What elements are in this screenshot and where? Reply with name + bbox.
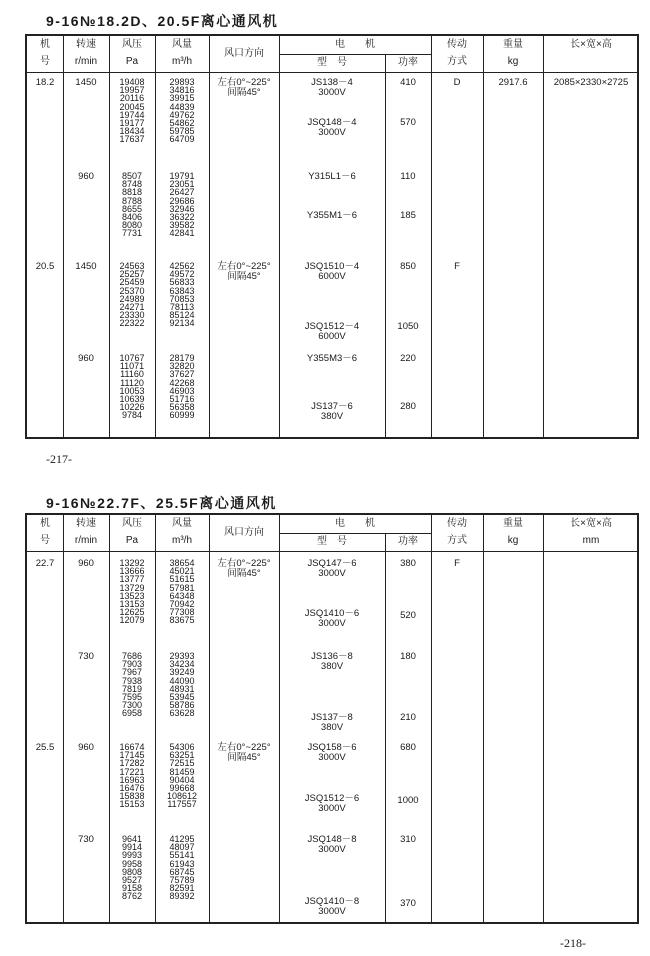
- motor-power: 1050: [397, 321, 419, 332]
- fan-spec-table-1: [25, 34, 639, 439]
- motor-model: JSQ148－8 3000V: [307, 834, 357, 855]
- hdr-weight: 重量: [503, 39, 523, 50]
- motor-power: 1000: [397, 795, 419, 806]
- table2-title: 9-16№22.7F、25.5F离心通风机: [46, 495, 277, 511]
- motor-power: 520: [400, 610, 416, 621]
- hdr-drive: 传动: [447, 518, 467, 529]
- weight-value: 2917.6: [498, 77, 528, 88]
- pressure-values: 7686 7903 7967 7938 7819 7595 7300 6958: [121, 651, 143, 719]
- hdr-motor: 电 机: [335, 518, 375, 529]
- hdr-direction: 风口方向: [224, 48, 264, 59]
- hdr-motor-model: 型 号: [317, 57, 347, 68]
- pressure-values: 19408 19957 20116 20045 19744 19177 18434 17637: [119, 77, 145, 145]
- flow-values: 41295 48097 55141 61943 68745 75789 82591 89392: [169, 834, 195, 902]
- page-number-217: -217-: [46, 452, 72, 466]
- hdr-speed-unit: r/min: [74, 535, 98, 546]
- outlet-direction: 左右0°~225° 间隔45°: [217, 77, 271, 98]
- motor-model: JSQ158－6 3000V: [307, 742, 357, 763]
- motor-model: JS137－8 380V: [311, 712, 353, 733]
- motor-model: JSQ1410－6 3000V: [304, 608, 360, 629]
- hdr-flow: 风量: [172, 518, 192, 529]
- hdr-machine-unit: 号: [40, 535, 50, 546]
- pressure-values: 16674 17145 17282 17221 16963 16476 15838 15153: [119, 742, 145, 810]
- hdr-pressure: 风压: [122, 39, 142, 50]
- hdr-drive-b: 方式: [447, 56, 467, 67]
- motor-power: 370: [400, 898, 416, 909]
- motor-model: JSQ1510－4 6000V: [304, 261, 360, 282]
- flow-values: 29393 34234 39249 44090 48931 53945 58786 63628: [169, 651, 195, 719]
- motor-model: Y355M1－6: [306, 210, 358, 221]
- motor-model: JSQ148－4 3000V: [307, 117, 357, 138]
- motor-power: 570: [400, 117, 416, 128]
- hdr-pressure-unit: Pa: [125, 56, 139, 67]
- machine-number: 22.7: [35, 558, 55, 569]
- drive-type: F: [454, 558, 460, 569]
- hdr-pressure: 风压: [122, 518, 142, 529]
- speed-value: 730: [78, 834, 94, 845]
- pressure-values: 8507 8748 8818 8788 8655 8406 8080 7731: [121, 171, 143, 239]
- motor-model: JS138－4 3000V: [311, 77, 353, 98]
- pressure-values: 24563 25257 25459 25370 24989 24271 23330 22322: [119, 261, 145, 329]
- outlet-direction: 左右0°~225° 间隔45°: [217, 742, 271, 763]
- flow-values: 38654 45021 51615 57981 64348 70942 77308 83675: [169, 558, 195, 626]
- motor-power: 380: [400, 558, 416, 569]
- motor-power: 180: [400, 651, 416, 662]
- hdr-machine-unit: 号: [40, 56, 50, 67]
- hdr-drive-b: 方式: [447, 535, 467, 546]
- motor-power: 210: [400, 712, 416, 723]
- table1-header: [27, 36, 637, 73]
- hdr-flow: 风量: [172, 39, 192, 50]
- flow-values: 19791 23051 26427 29686 32946 36322 39582 42841: [169, 171, 195, 239]
- speed-value: 960: [78, 558, 94, 569]
- motor-power: 185: [400, 210, 416, 221]
- drive-type: F: [454, 261, 460, 272]
- hdr-direction: 风口方向: [224, 527, 264, 538]
- outlet-direction: 左右0°~225° 间隔45°: [217, 261, 271, 282]
- motor-model: JSQ1512－4 6000V: [304, 321, 360, 342]
- motor-model: Y315L1－6: [308, 171, 356, 182]
- hdr-dims-unit: mm: [582, 535, 600, 546]
- speed-value: 1450: [75, 77, 97, 88]
- hdr-speed: 转速: [76, 39, 96, 50]
- hdr-flow-unit: m³/h: [172, 56, 192, 67]
- speed-value: 960: [78, 353, 94, 364]
- hdr-speed: 转速: [76, 518, 96, 529]
- flow-values: 28179 32820 37627 42268 46903 51716 56358 60999: [169, 353, 195, 421]
- motor-model: JSQ147－6 3000V: [307, 558, 357, 579]
- flow-values: 29893 34816 39915 44839 49762 54862 59785 64709: [169, 77, 195, 145]
- hdr-dims: 长×宽×高: [570, 518, 612, 529]
- hdr-motor-model: 型 号: [317, 536, 347, 547]
- flow-values: 42562 49572 56833 63843 70853 78113 85124 92134: [169, 261, 195, 329]
- speed-value: 730: [78, 651, 94, 662]
- hdr-dims: 长×宽×高: [570, 39, 612, 50]
- pressure-values: 10767 11071 11160 11120 10053 10639 10226 9784: [119, 353, 145, 421]
- pressure-values: 13292 13666 13777 13729 13523 13153 12625 12079: [119, 558, 145, 626]
- hdr-flow-unit: m³/h: [172, 535, 192, 546]
- hdr-drive: 传动: [447, 39, 467, 50]
- motor-model: JS136－8 380V: [311, 651, 353, 672]
- hdr-motor-power: 功率: [398, 57, 418, 68]
- drive-type: D: [453, 77, 461, 88]
- motor-power: 220: [400, 353, 416, 364]
- hdr-motor: 电 机: [335, 39, 375, 50]
- speed-value: 960: [78, 742, 94, 753]
- motor-power: 280: [400, 401, 416, 412]
- hdr-machine: 机: [40, 39, 50, 50]
- flow-values: 54306 63251 72515 81459 90404 99668 108612 117557: [166, 742, 198, 810]
- hdr-weight-unit: kg: [507, 535, 519, 546]
- hdr-pressure-unit: Pa: [125, 535, 139, 546]
- table2-header: [27, 515, 637, 552]
- machine-number: 25.5: [35, 742, 55, 753]
- motor-model: Y355M3－6: [306, 353, 358, 364]
- page-number-218: -218-: [560, 936, 586, 950]
- fan-spec-table-2: [25, 513, 639, 924]
- pressure-values: 9641 9914 9993 9958 9808 9527 9158 8762: [121, 834, 143, 902]
- hdr-motor-power: 功率: [398, 536, 418, 547]
- motor-power: 410: [400, 77, 416, 88]
- hdr-weight: 重量: [503, 518, 523, 529]
- machine-number: 18.2: [35, 77, 55, 88]
- speed-value: 960: [78, 171, 94, 182]
- speed-value: 1450: [75, 261, 97, 272]
- motor-model: JSQ1512－6 3000V: [304, 793, 360, 814]
- motor-power: 310: [400, 834, 416, 845]
- motor-power: 850: [400, 261, 416, 272]
- hdr-machine: 机: [40, 518, 50, 529]
- motor-power: 110: [400, 171, 416, 182]
- motor-power: 680: [400, 742, 416, 753]
- motor-model: JSQ1410－8 3000V: [304, 896, 360, 917]
- table1-title: 9-16№18.2D、20.5F离心通风机: [46, 13, 279, 29]
- motor-model: JS137－6 380V: [311, 401, 353, 422]
- hdr-weight-unit: kg: [507, 56, 519, 67]
- machine-number: 20.5: [35, 261, 55, 272]
- dimensions-value: 2085×2330×2725: [553, 77, 629, 88]
- outlet-direction: 左右0°~225° 间隔45°: [217, 558, 271, 579]
- hdr-speed-unit: r/min: [74, 56, 98, 67]
